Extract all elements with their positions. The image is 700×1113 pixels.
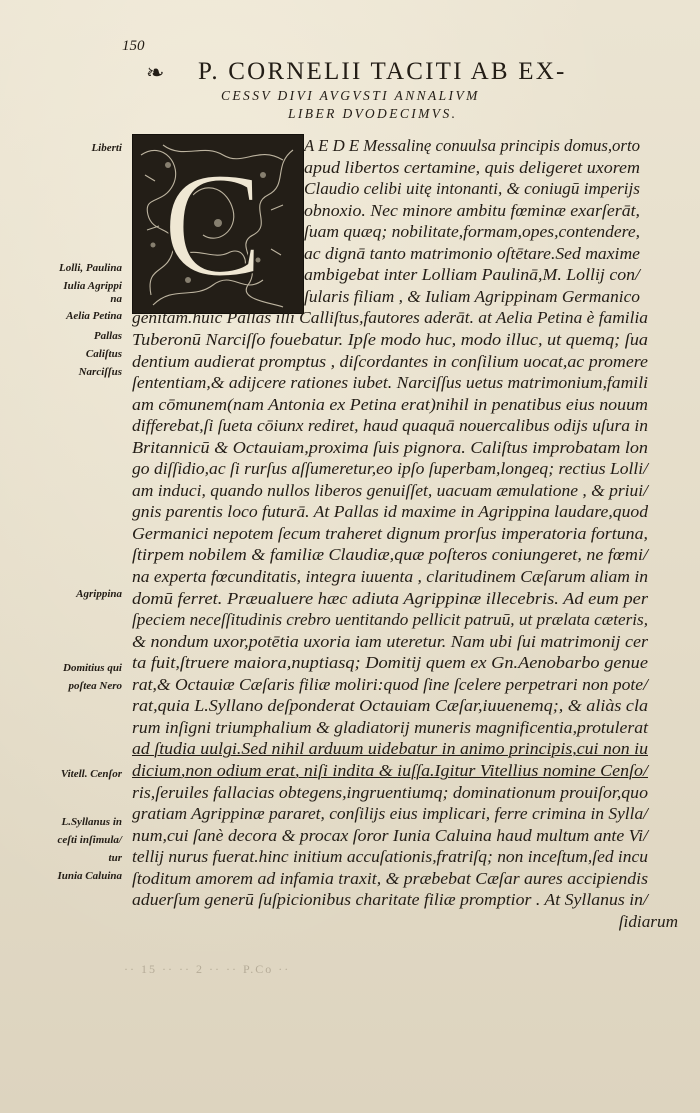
woodcut-initial [132,134,304,314]
text-line: ſidiarum [618,911,678,931]
margin-note: Agrippina [76,588,122,600]
margin-note: L.Syllanus in [61,816,122,828]
text-line: apud libertos certamine, quis deligeret uxorem [304,157,640,177]
margin-note: tur [108,852,122,864]
text-line: genitam.huic Pallas illi Calliſtus,fautores aderāt. at Aelia Petina è familia [132,308,648,328]
margin-note: Caliſtus [85,348,122,360]
margin-note: Narciſſus [78,366,122,378]
text-line: & nondum uxor,potētia uxoria iam uteretur. Nam ubi ſui matrimonij cer [132,631,648,651]
margin-note: Lolli, Paulina [59,262,122,274]
text-line: rat,quia L.Syllano deſponderat Octauiam Cæſar,iuuenemq;, & aliàs cla [132,696,648,716]
text-line: gratiam Agrippinæ pararet, conſilijs eius implicari, ferre crimina in Sylla/ [132,804,648,824]
text-line: go diſſidio,ac ſi rurſus aſſumeretur,eo ipſo ſuperbam,longeq; rectius Lolli/ [132,459,648,479]
text-line: am induci, quando nullos liberos genuiſſet, uacuam æmulatione , & priui/ [132,480,648,500]
text-line: dicium,non odium erat, niſi indita & iuſſa.Igitur Vitellius nomine Cenſo/ [132,760,648,780]
text-line: domū ferret. Præualuere hæc adiuta Agrippinæ illecebris. Ad eum per [132,588,648,608]
text-line: ſtirpem nobilem & familiæ Claudiæ,quæ poſteros coniungeret, ne fœmi/ [132,545,648,565]
svg-text:C: C [162,142,264,308]
text-line: Tuberonū Narciſſo fouebatur. Ipſe modo huc, modo illuc, ut quemq; ſua [132,329,648,349]
text-line: differebat,ſi ſueta cōiunx rediret, haud quaquā nouercalibus odijs uſura in [132,416,648,436]
text-line: ſententiam,& adijcere rationes iubet. Narciſſus uetus matrimonium,famili [132,373,648,393]
woodcut-ornament-icon [133,135,303,313]
margin-note: na [110,293,122,305]
text-line: gnis parentis loco futurā. At Pallas id maxime in Agrippina laudare,quod [132,502,648,522]
running-title-line-2: CESSV DIVI AVGVSTI ANNALIVM [221,88,480,103]
running-title-line-1: P. CORNELII TACITI AB EX- [198,58,567,85]
text-line: ſuam quæq; nobilitate,formam,opes,contendere, [304,222,640,242]
fleuron-ornament: ❧ [146,60,165,85]
margin-note: ceſti inſimula/ [57,834,122,846]
text-line: ſtoditum amorem ad infamia traxit, & præbebat Cæſar aures accipiendis [132,868,648,888]
margin-note: poſtea Nero [68,680,122,692]
margin-note: Domitius qui [63,662,122,674]
text-line: ad ſtudia uulgi.Sed nihil arduum uidebatur in animo principis,cui non iu [132,739,648,759]
text-line: na experta fœcunditatis, integra iuuenta , claritudinem Cæſarum aliam in [132,567,648,586]
text-line: Claudio celibi uitę intonanti, & coniugū imperijs [304,179,640,199]
page-number: 150 [122,38,145,54]
text-line: ac dignā tanto matrimonio oſtētare.Sed maxime [304,243,640,263]
text-line: A E D E Messalinę conuulsa principis domus,orto [304,136,640,155]
margin-note: Aelia Petina [66,310,122,322]
margin-note: Pallas [93,330,122,342]
margin-note: Liberti [91,142,122,154]
text-line: dentium audierat promptus , diſcordantes in conſilium uocat,ac promere [132,351,648,371]
margin-note: Iulia Agrippi [63,280,122,292]
show-through-text: ·· 15 ·· ·· 2 ·· ·· P.Co ·· [124,962,291,976]
text-line: obnoxio. Nec minore ambitu fœminæ exarſerāt, [304,200,640,220]
text-line: am cōmunem(nam Antonia ex Petina erat)nihil in penatibus eius nouum [132,394,648,414]
margin-note: Iunia Caluina [57,870,122,882]
text-line: Germanici nepotem ſecum traheret dignum prorſus imperatoria fortuna, [132,523,648,543]
text-line: ambigebat inter Lolliam Paulinā,M. Lollij con/ [304,265,640,285]
text-line: aduerſum generū ſuſpicionibus charitate filiæ promptior . At Syllanus in/ [132,890,648,910]
text-line: rum inſigni triumphalium & gladiatorij muneris magnificentia,protulerat [132,717,648,737]
text-line: num,cui ſanè decora & procax ſoror Iunia Caluina haud multum ante Vi/ [132,825,648,845]
text-line: ta fuit,ſtruere maiora,nuptiasq; Domitij quem ex Gn.Aenobarbo genue [132,653,648,673]
text-line: ſularis filiam , & Iuliam Agrippinam Germanico [304,286,640,306]
text-line: tellij nurus fuerat.hinc initium accuſationis,fratriſq; non inceſtum,ſed incu [132,847,648,867]
running-title-line-3: LIBER DVODECIMVS. [288,106,458,121]
text-line: Britannicū & Octauiam,proxima ſuis pignora. Caliſtus improbatam lon [132,437,648,457]
margin-note: Vitell. Cenſor [60,768,122,780]
text-line: ſpeciem neceſſitudinis crebro uentitando pellicit patruū, ut prælata cæteris, [132,610,648,630]
text-line: ris,ſeruiles fallacias obtegens,ingruentiumq; dominationum prouiſor,quo [132,782,648,802]
text-line: rat,& Octauiæ Cæſaris filiæ moliri:quod ſine ſcelere perpetrari non pote/ [132,674,648,694]
